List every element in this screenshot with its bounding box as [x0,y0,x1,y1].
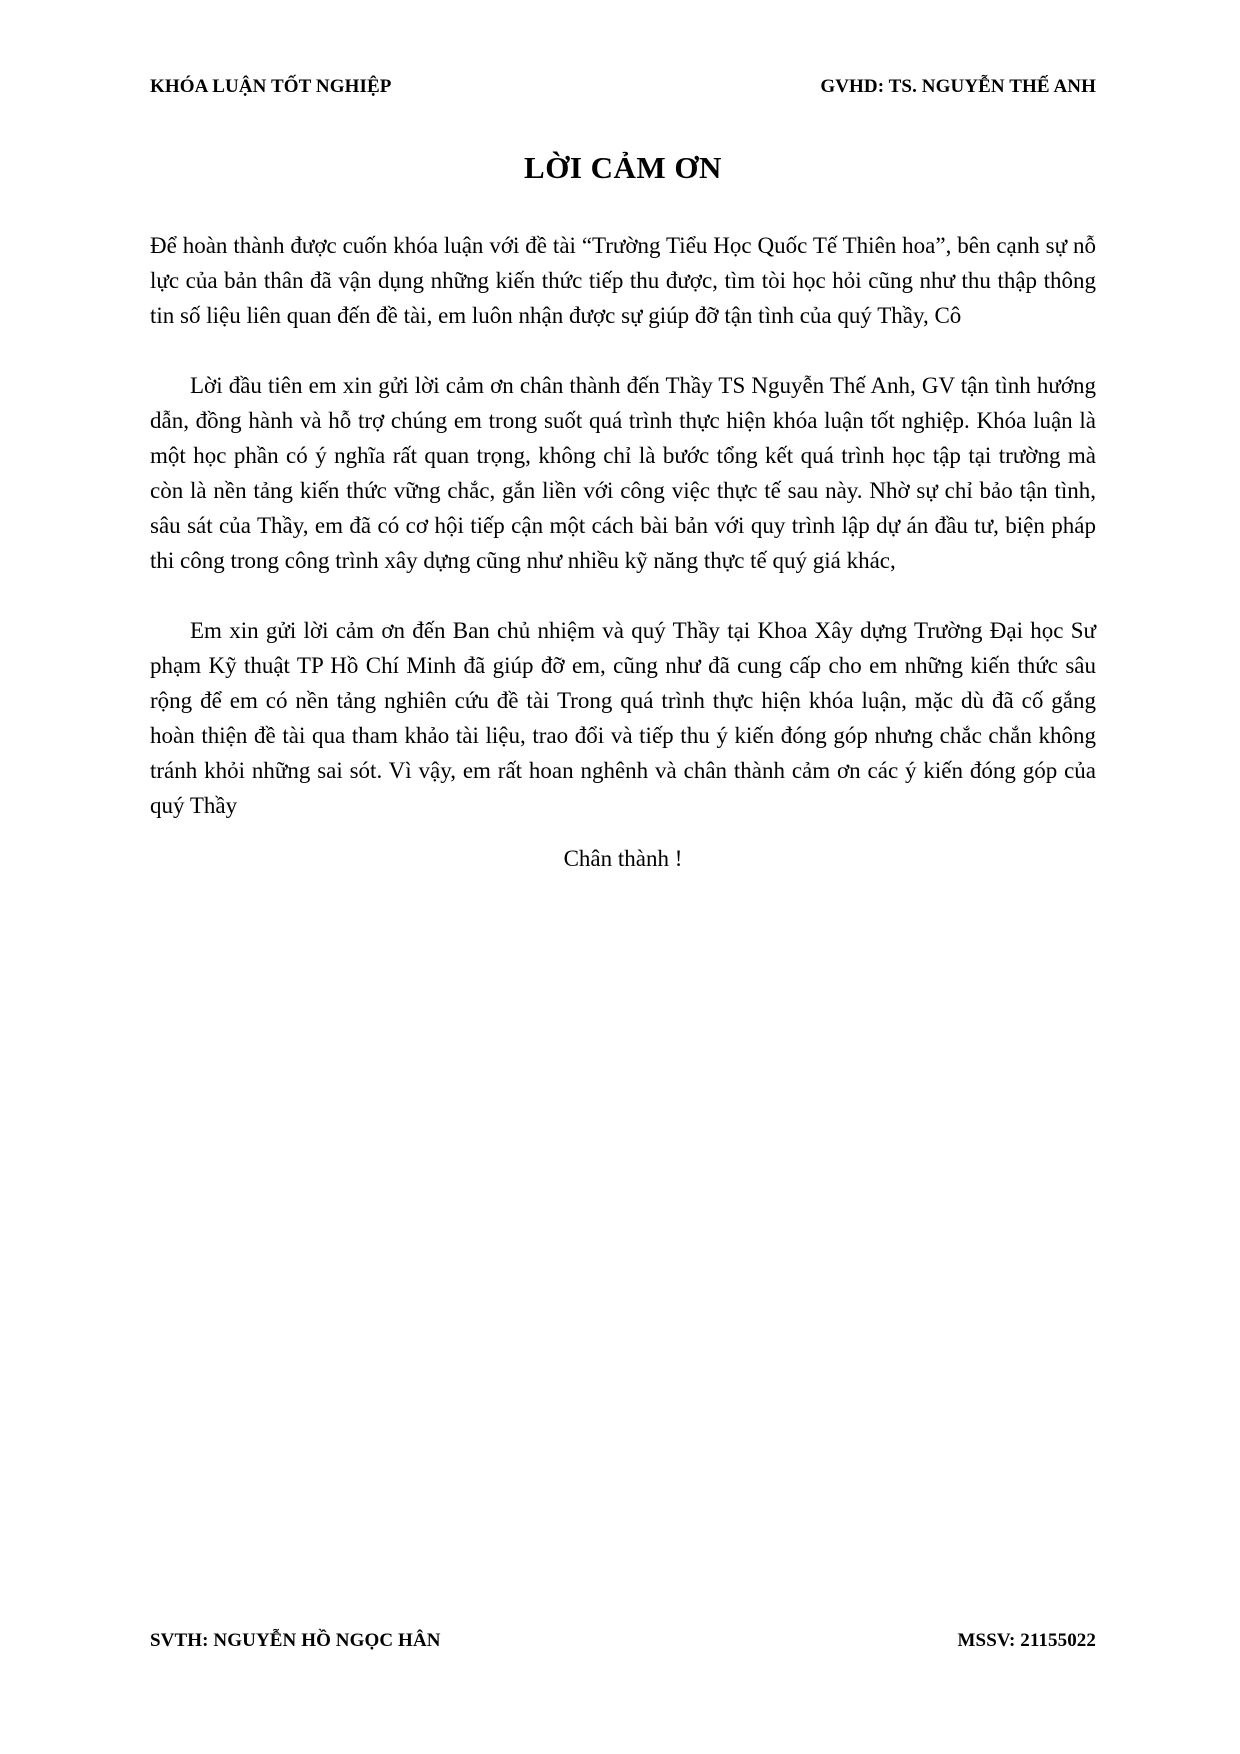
paragraph-faculty-thanks: Em xin gửi lời cảm ơn đến Ban chủ nhiệm và quý Thầy tại Khoa Xây dựng Trường Đại học Sư phạm Kỹ thuật TP Hồ Chí Minh đã giúp đỡ em, cũng như đã cung cấp cho em những kiến thức sâu rộng để em có nền tảng nghiên cứu đề tài Trong quá trình thực hiện khóa luận, mặc dù đã cố gắng hoàn thiện đề tài qua tham khảo tài liệu, trao đổi và tiếp thu ý kiến đóng góp nhưng chắc chắn không tránh khỏi những sai sót. Vì vậy, em rất hoan nghênh và chân thành cảm ơn các ý kiến đóng góp của quý Thầy [150,618,1096,818]
footer-student-name: SVTH: NGUYỄN HỒ NGỌC HÂN [150,1630,441,1651]
page-header [150,76,1096,98]
footer-student-id: MSSV: 21155022 [957,1630,1096,1651]
page-title: LỜI CẢM ƠN [524,150,722,185]
header-thesis-label: KHÓA LUẬN TỐT NGHIỆP [150,76,392,97]
acknowledgement-body [150,228,1096,876]
header-advisor: GVHD: TS. NGUYỄN THẾ ANH [820,76,1096,97]
page-footer [150,1630,1096,1652]
closing-line: Chân thành ! [563,846,683,871]
paragraph-intro: Để hoàn thành được cuốn khóa luận với đề tài “Trường Tiểu Học Quốc Tế Thiên hoa”, bên cạnh sự nỗ lực của bản thân đã vận dụng những kiến thức tiếp thu được, tìm tòi học hỏi cũng như thu thập thông tin số liệu liên quan đến đề tài, em luôn nhận được sự giúp đỡ tận tình của quý Thầy, Cô [150,233,1096,328]
paragraph-advisor-thanks: Lời đầu tiên em xin gửi lời cảm ơn chân thành đến Thầy TS Nguyễn Thế Anh, GV tận tình hướng dẫn, đồng hành và hỗ trợ chúng em trong suốt quá trình thực hiện khóa luận tốt nghiệp. Khóa luận là một học phần có ý nghĩa rất quan trọng, không chỉ là bước tổng kết quá trình học tập tại trường mà còn là nền tảng kiến thức vững chắc, gắn liền với công việc thực tế sau này. Nhờ sự chỉ bảo tận tình, sâu sát của Thầy, em đã có cơ hội tiếp cận một cách bài bản với quy trình lập dự án đầu tư, biện pháp thi công trong công trình xây dựng cũng như nhiều kỹ năng thực tế quý giá khác, [150,373,1096,573]
